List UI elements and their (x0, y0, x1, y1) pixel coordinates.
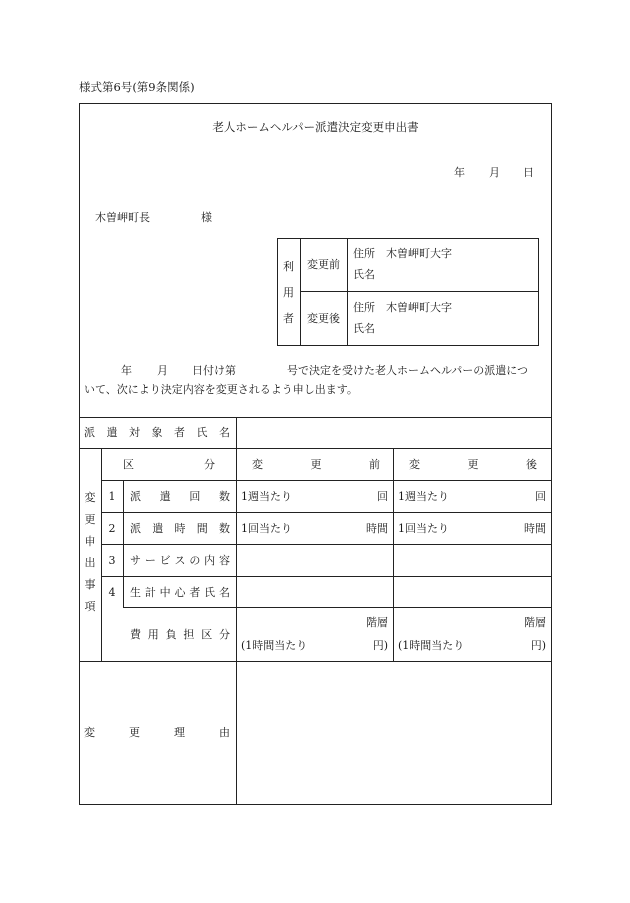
date-year: 年 (454, 166, 465, 179)
before-tier: 階層 (366, 616, 388, 629)
before-times-unit: 回 (377, 490, 388, 503)
row-number: 2 (108, 522, 116, 535)
body-line1: 号で決定を受けた老人ホームヘルパーの派遣につ (287, 364, 529, 377)
form-label: 様式第6号(第9条関係) (79, 80, 195, 94)
row-label-cost-category: 費 用 負 担 区 分 (130, 628, 230, 641)
form-frame (79, 103, 552, 805)
row-label-service-content: サ ー ビ ス の 内 容 (130, 554, 230, 567)
addressee-honorific: 様 (201, 211, 212, 224)
after-tier: 階層 (524, 616, 546, 629)
header-category: 区 分 (123, 458, 215, 471)
after-address: 住所 木曽岬町大字 (353, 301, 452, 314)
body-line2: いて、次により決定内容を変更されるよう申し出ます。 (84, 383, 358, 396)
body-date-month: 月 (157, 364, 168, 377)
header-before: 変 更 前 (252, 458, 380, 471)
before-name: 氏名 (353, 268, 375, 281)
change-items-label: 変 更 申 出 事 項 (84, 491, 96, 613)
after-per-week: 1週当たり (398, 490, 449, 503)
row-label-visit-count: 派 遣 回 数 (130, 490, 230, 503)
header-after: 変 更 後 (409, 458, 537, 471)
row-label-visit-hours: 派 遣 時 間 数 (130, 522, 230, 535)
date-day: 日 (523, 166, 534, 179)
row-label-householder-name: 生 計 中 心 者 氏 名 (130, 586, 230, 599)
body-date-day: 日付け第 (192, 364, 236, 377)
row-number: 1 (108, 490, 116, 503)
after-per-visit: 1回当たり (398, 522, 449, 535)
before-address: 住所 木曽岬町大字 (353, 247, 452, 260)
before-per-hour: (1時間当たり (241, 639, 308, 652)
row-number: 4 (108, 586, 116, 599)
after-name: 氏名 (353, 322, 375, 335)
change-reason-label: 変 更 理 由 (84, 726, 230, 739)
after-times-unit: 回 (535, 490, 546, 503)
addressee-name: 木曽岬町長 (95, 211, 150, 224)
before-yen: 円) (372, 639, 388, 652)
user-label: 利 用 者 (283, 260, 294, 325)
after-hours-unit: 時間 (524, 522, 546, 535)
form-title: 老人ホームヘルパー派遣決定変更申出書 (212, 120, 419, 134)
after-per-hour: (1時間当たり (398, 639, 465, 652)
before-per-visit: 1回当たり (241, 522, 292, 535)
date-month: 月 (489, 166, 500, 179)
before-hours-unit: 時間 (366, 522, 388, 535)
row-number: 3 (108, 554, 116, 567)
body-date-year: 年 (121, 364, 132, 377)
after-yen: 円) (530, 639, 546, 652)
after-label: 変更後 (307, 312, 340, 325)
before-label: 変更前 (307, 258, 340, 271)
before-per-week: 1週当たり (241, 490, 292, 503)
target-name-label: 派 遣 対 象 者 氏 名 (84, 426, 230, 439)
